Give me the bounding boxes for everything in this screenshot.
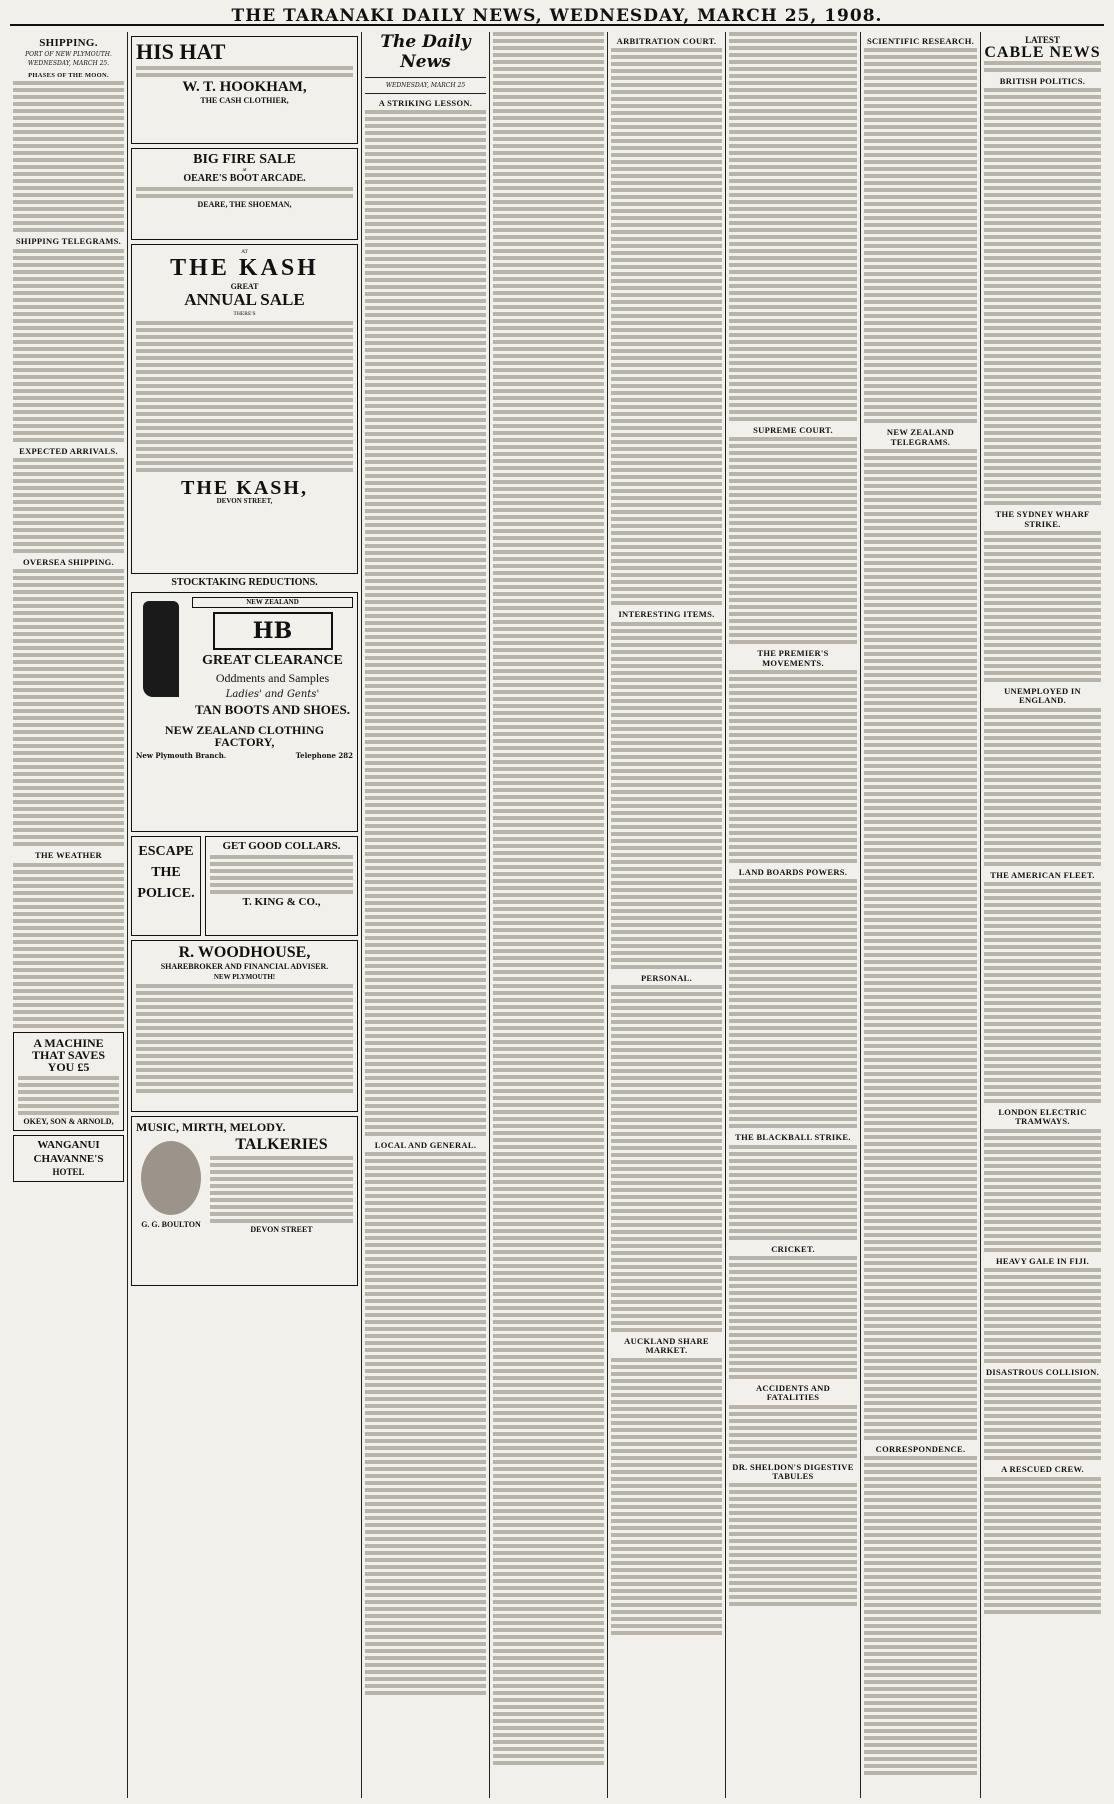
woodhouse-ad (131, 940, 358, 1112)
text-block (611, 48, 722, 605)
hookham-name: W. T. HOOKHAM, (182, 79, 307, 95)
text-block (13, 81, 124, 232)
editorial-date: WEDNESDAY, MARCH 25 (385, 81, 466, 89)
gale-heading: HEAVY GALE IN FIJI. (995, 1255, 1090, 1266)
personal-heading: PERSONAL. (640, 972, 693, 983)
text-block (729, 437, 857, 644)
column-text-continued (490, 32, 608, 1798)
talkeries-title: TALKERIES (235, 1136, 328, 1153)
chavanne: CHAVANNE'S (33, 1152, 104, 1165)
arbitration-heading: ARBITRATION COURT. (616, 36, 717, 46)
hb-logo: HB (213, 612, 333, 650)
hat-ad-title: HIS HAT (136, 39, 226, 64)
hat-ad (131, 36, 358, 144)
text-block (729, 670, 857, 863)
text-block (729, 1483, 857, 1606)
tan-boots: TAN BOOTS AND SHOES. (194, 702, 351, 717)
hookham-sub: THE CASH CLOTHIER, (200, 96, 289, 105)
unemployed-heading: UNEMPLOYED IN ENGLAND. (1004, 686, 1081, 706)
column-cable-news (981, 32, 1104, 1798)
fire-sale-shop: OEARE'S BOOT ARCADE. (183, 173, 306, 185)
hotel: HOTEL (52, 1166, 85, 1177)
kash-annual-sale: ANNUAL SALE (184, 290, 305, 310)
woodhouse-name: R. WOODHOUSE, (178, 944, 311, 961)
escape-police: ESCAPE THE POLICE. (137, 844, 195, 901)
wanganui: WANGANUI (37, 1138, 100, 1151)
king-name: T. KING & CO., (242, 896, 321, 908)
latest-label: LATEST (1025, 35, 1060, 45)
text-block (864, 48, 977, 423)
boulton-name: G. G. BOULTON (141, 1220, 201, 1229)
telephone: Telephone 282 (295, 751, 353, 760)
land-boards-heading: LAND BOARDS POWERS. (738, 867, 848, 878)
text-block (729, 1256, 857, 1379)
expected-heading: EXPECTED ARRIVALS. (19, 445, 118, 456)
text-block (984, 1477, 1101, 1614)
fire-sale-title: BIG FIRE SALE (193, 152, 296, 167)
text-block (984, 88, 1101, 505)
moon-heading: PHASES OF THE MOON. (28, 72, 109, 80)
text-block (729, 879, 857, 1128)
sheldon-heading: DR. SHELDON'S DIGESTIVE TABULES (732, 1461, 854, 1482)
nz-logo: NEW ZEALAND (192, 597, 353, 608)
cricket-heading: CRICKET. (771, 1243, 815, 1254)
oversea-heading: OVERSEA SHIPPING. (22, 556, 115, 567)
text-block (365, 1152, 486, 1695)
text-block (611, 1358, 722, 1635)
text-block (729, 1145, 857, 1240)
kash-footer: THE KASH, (181, 477, 308, 500)
text-block (13, 569, 124, 846)
clothing-factory-ad (131, 592, 358, 832)
kash-sale-ad (131, 244, 358, 574)
text-block (984, 882, 1101, 1103)
correspondence-heading: CORRESPONDENCE. (875, 1444, 966, 1455)
collars-ad (205, 836, 358, 936)
tramways-heading: LONDON ELECTRIC TRAMWAYS. (998, 1107, 1087, 1127)
column-editorial (362, 32, 490, 1798)
scientific-heading: SCIENTIFIC RESEARCH. (866, 36, 975, 46)
shipping-heading: SHIPPING. (39, 37, 98, 49)
text-block (984, 1129, 1101, 1252)
text-block (864, 1456, 977, 1775)
text-block (365, 110, 486, 1136)
talkeries-ad (131, 1116, 358, 1286)
text-block (984, 61, 1101, 72)
text-block (864, 449, 977, 1440)
hotel-ad (13, 1135, 124, 1182)
kash-great: GREAT (230, 282, 259, 292)
accidents-heading: ACCIDENTS AND FATALITIES (755, 1383, 831, 1403)
music-mirth: MUSIC, MIRTH, MELODY. (136, 1120, 286, 1134)
column-ads (128, 32, 362, 1798)
blackball-heading: THE BLACKBALL STRIKE. (735, 1132, 851, 1143)
premier-heading: THE PREMIER'S MOVEMENTS. (757, 648, 829, 668)
interesting-items-heading: INTERESTING ITEMS. (618, 609, 715, 620)
striking-lesson-heading: A STRIKING LESSON. (378, 97, 473, 108)
boot-icon (143, 601, 179, 697)
new-plymouth: NEW PLYMOUTH! (213, 973, 276, 981)
fire-sale-at: at (242, 167, 247, 173)
text-block (13, 458, 124, 553)
fire-sale-ad (131, 148, 358, 240)
text-block (984, 1379, 1101, 1460)
daily-news-title: The Daily News (380, 32, 471, 73)
text-block (611, 985, 722, 1332)
kash-at: AT (241, 249, 248, 255)
edison-portrait-icon (141, 1141, 201, 1215)
kash-there: THERE'S (233, 311, 256, 318)
column-telegrams (861, 32, 981, 1798)
port-heading: PORT OF NEW PLYMOUTH. (25, 51, 112, 59)
okey-name: OKEY, SON & ARNOLD, (23, 1116, 114, 1126)
american-fleet-heading: THE AMERICAN FLEET. (990, 869, 1095, 880)
masthead: THE TARANAKI DAILY NEWS, WEDNESDAY, MARCH 25, 1908. (10, 6, 1104, 26)
police-collars-row (131, 836, 358, 936)
rescued-crew-heading: A RESCUED CREW. (1001, 1464, 1084, 1475)
branch-name: New Plymouth Branch. (136, 751, 227, 760)
share-market-heading: AUCKLAND SHARE MARKET. (624, 1336, 709, 1356)
column-courts (726, 32, 861, 1798)
machine-ad (13, 1032, 124, 1131)
ladies-gents: Ladies' and Gents' (225, 689, 320, 700)
stocktaking-heading: STOCKTAKING REDUCTIONS. (171, 577, 318, 588)
local-general-heading: LOCAL AND GENERAL. (374, 1140, 477, 1151)
text-block (984, 708, 1101, 866)
oddments: Oddments and Samples (215, 671, 330, 685)
nz-telegrams-heading: NEW ZEALAND TELEGRAMS. (886, 427, 955, 447)
text-block (729, 32, 857, 421)
clearance-title: GREAT CLEARANCE (202, 653, 343, 668)
column-shipping (10, 32, 128, 1798)
collars-title: GET GOOD COLLARS. (222, 840, 341, 852)
text-block (13, 249, 124, 442)
text-block (729, 1405, 857, 1458)
columns (10, 32, 1104, 1798)
date-line: WEDNESDAY, MARCH 25. (27, 60, 110, 68)
collision-heading: DISASTROUS COLLISION. (985, 1367, 1100, 1378)
text-block (13, 863, 124, 1028)
text-block (493, 32, 604, 1765)
fire-sale-foot: DEARE, THE SHOEMAN, (197, 200, 292, 210)
cable-news-title: CABLE NEWS (984, 44, 1101, 61)
politics-heading: BRITISH POLITICS. (999, 76, 1086, 86)
kash-name: THE KASH (170, 255, 319, 282)
kash-street: DEVON STREET, (216, 497, 273, 506)
text-block (611, 622, 722, 969)
sharebroker: SHAREBROKER AND FINANCIAL ADVISER. (160, 962, 329, 971)
telegrams-heading: SHIPPING TELEGRAMS. (15, 236, 122, 247)
weather-heading: THE WEATHER (35, 850, 102, 861)
column-arbitration (608, 32, 726, 1798)
wharf-strike-heading: THE SYDNEY WHARF STRIKE. (995, 509, 1090, 529)
factory-name: NEW ZEALAND CLOTHING FACTORY, (164, 723, 325, 749)
text-block (984, 1268, 1101, 1363)
escape-police-ad (131, 836, 201, 936)
devon-street: DEVON STREET (250, 1225, 313, 1234)
machine-ad-title: A MACHINE THAT SAVES YOU £5 (31, 1035, 106, 1074)
text-block (984, 531, 1101, 682)
supreme-court-heading: SUPREME COURT. (753, 425, 833, 435)
